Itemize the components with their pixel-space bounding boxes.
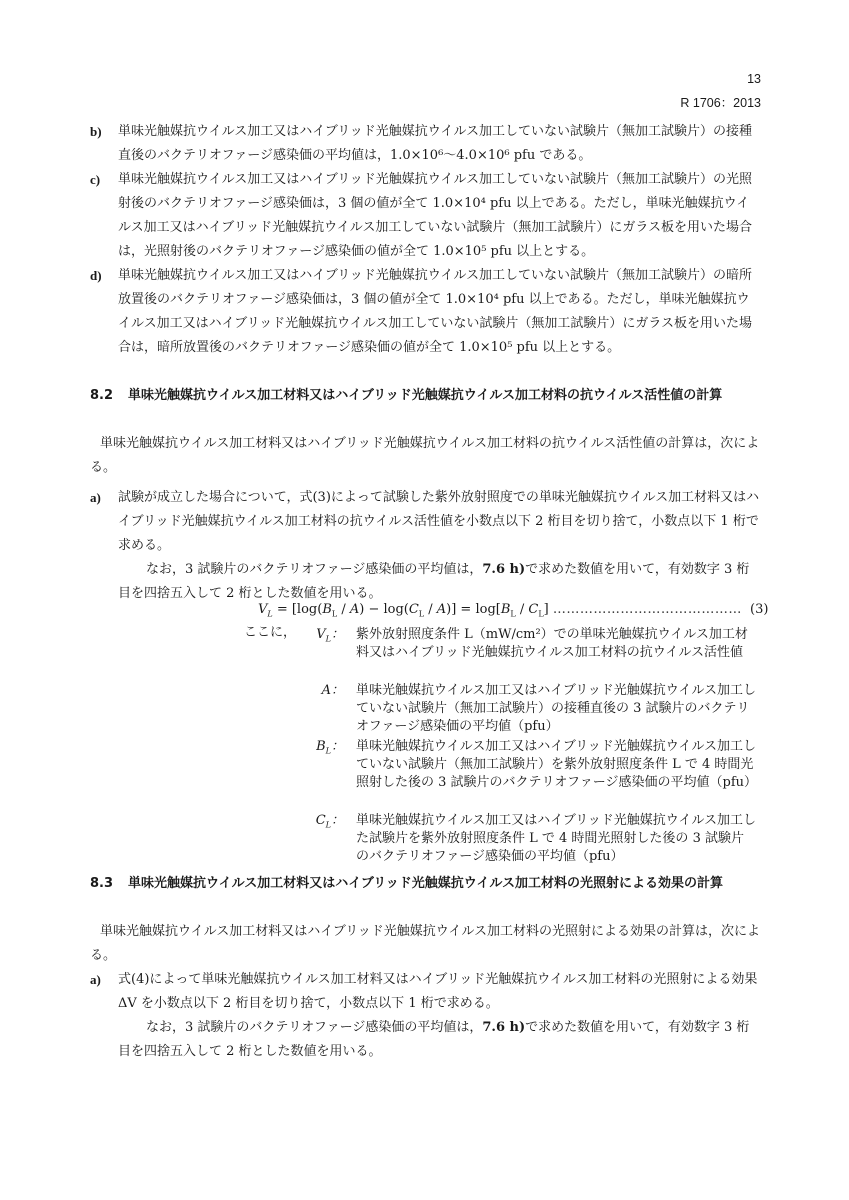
definition-symbol: A： [321, 683, 344, 698]
note-text: なお，3 試験片のバクテリオファージ感染価の平均値は， [146, 1020, 483, 1035]
definition-symbol: $C_L$： [315, 813, 344, 830]
section-number: 8.2 [90, 388, 114, 403]
definition-symbol: $V_L$： [316, 627, 344, 644]
section-heading-8-3 [90, 872, 770, 896]
list-label: a) [90, 490, 101, 505]
clause-reference: 7.6 h) [482, 562, 526, 577]
section-intro: 単味光触媒抗ウイルス加工材料又はハイブリッド光触媒抗ウイルス加工材料の抗ウイルス活性値の計算は，次による。 [90, 436, 760, 475]
leader-dots: …………………………………… [552, 602, 742, 617]
list-item-a [90, 968, 762, 1016]
list-item-c [90, 168, 762, 264]
section-number: 8.3 [90, 876, 114, 891]
standard-number: R 1706：2013 [680, 96, 761, 110]
section-intro: 単味光触媒抗ウイルス加工材料又はハイブリッド光触媒抗ウイルス加工材料の光照射による効果の計算は，次による。 [90, 924, 761, 963]
list-label: a) [90, 972, 101, 987]
list-item-b [90, 120, 762, 168]
list-label: d) [90, 268, 102, 283]
note-text: で求めた数値を用いて，有効数字 3 桁目を四捨五入して 2 桁とした数値を用いる。 [118, 1020, 750, 1059]
note-text: なお，3 試験片のバクテリオファージ感染価の平均値は， [146, 562, 483, 577]
definition-text: 単味光触媒抗ウイルス加工又はハイブリッド光触媒抗ウイルス加工していない試験片（無加工試験片）を紫外放射照度条件 L で 4 時間光照射した後の 3 試験片のバクテリオファージ感染価の平均値（pfu） [356, 739, 758, 790]
section-heading-8-2 [90, 384, 770, 408]
equation-number: (3) [750, 602, 769, 617]
list-label: c) [90, 172, 101, 187]
list-item-text: 試験が成立した場合について，式(3)によって試験した紫外放射照度での単味光触媒抗ウイルス加工材料又はハイブリッド光触媒抗ウイルス加工材料の抗ウイルス活性値を小数点以下 2 桁目を切り捨て，小数点以下 1 桁で求める。 [118, 490, 760, 553]
list-item-text: 式(4)によって単味光触媒抗ウイルス加工材料又はハイブリッド光触媒抗ウイルス加工材料の光照射による効果 ΔV を小数点以下 2 桁目を切り捨て，小数点以下 1 桁で求める。 [118, 972, 758, 1011]
list-item-text: 単味光触媒抗ウイルス加工又はハイブリッド光触媒抗ウイルス加工していない試験片（無加工試験片）の接種直後のバクテリオファージ感染価の平均値は，1.0×10⁶～4.0×10⁶ pfu である。 [118, 124, 753, 163]
definition-text: 紫外放射照度条件 L（mW/cm²）での単味光触媒抗ウイルス加工材料又はハイブリッド光触媒抗ウイルス加工材料の抗ウイルス活性値 [356, 627, 748, 660]
section-title: 単味光触媒抗ウイルス加工材料又はハイブリッド光触媒抗ウイルス加工材料の抗ウイルス活性値の計算 [128, 388, 723, 403]
page-number: 13 [747, 72, 761, 86]
equation-body: $V_L$ [258, 602, 273, 619]
note-text: で求めた数値を用いて，有効数字 3 桁目を四捨五入して 2 桁とした数値を用いる。 [118, 562, 750, 601]
list-item-text: 単味光触媒抗ウイルス加工又はハイブリッド光触媒抗ウイルス加工していない試験片（無加工試験片）の光照射後のバクテリオファージ感染価は，3 個の値が全て 1.0×10⁴ pfu 以上である。ただし，単味光触媒抗ウイルス加工又はハイブリッド光触媒抗ウイルス加工していない試験片（無加工試験片）にガラス板を用いた場合は，光照射後のバクテリオファージ感染価の値が全て 1.0×10⁵ pfu 以上とする。 [118, 172, 753, 259]
section-title: 単味光触媒抗ウイルス加工材料又はハイブリッド光触媒抗ウイルス加工材料の光照射による効果の計算 [128, 876, 724, 891]
definition-text: 単味光触媒抗ウイルス加工又はハイブリッド光触媒抗ウイルス加工していない試験片（無加工試験片）の接種直後の 3 試験片のバクテリオファージ感染価の平均値（pfu） [356, 683, 757, 734]
where-label: ここに， [244, 625, 297, 640]
note-paragraph [118, 558, 762, 606]
definition-text: 単味光触媒抗ウイルス加工又はハイブリッド光触媒抗ウイルス加工した試験片を紫外放射照度条件 L で 4 時間光照射した後の 3 試験片のバクテリオファージ感染価の平均値（pfu） [356, 813, 757, 864]
clause-reference: 7.6 h) [482, 1020, 526, 1035]
list-item-a [90, 486, 762, 558]
equation-3: $V_L = [\log(B_L / A) - \log(C_L / A)] = \log[B_L / C_L]$ …………………………………… (3) [258, 602, 769, 619]
definition-symbol: $B_L$： [316, 739, 344, 756]
note-paragraph [118, 1016, 762, 1064]
list-item-text: 単味光触媒抗ウイルス加工又はハイブリッド光触媒抗ウイルス加工していない試験片（無加工試験片）の暗所放置後のバクテリオファージ感染価は，3 個の値が全て 1.0×10⁴ pfu 以上である。ただし，単味光触媒抗ウイルス加工又はハイブリッド光触媒抗ウイルス加工していない試験片（無加工試験片）にガラス板を用いた場合は，暗所放置後のバクテリオファージ感染価の値が全て 1.0×10⁵ pfu 以上とする。 [118, 268, 753, 355]
list-label: b) [90, 124, 102, 139]
list-item-d [90, 264, 762, 360]
